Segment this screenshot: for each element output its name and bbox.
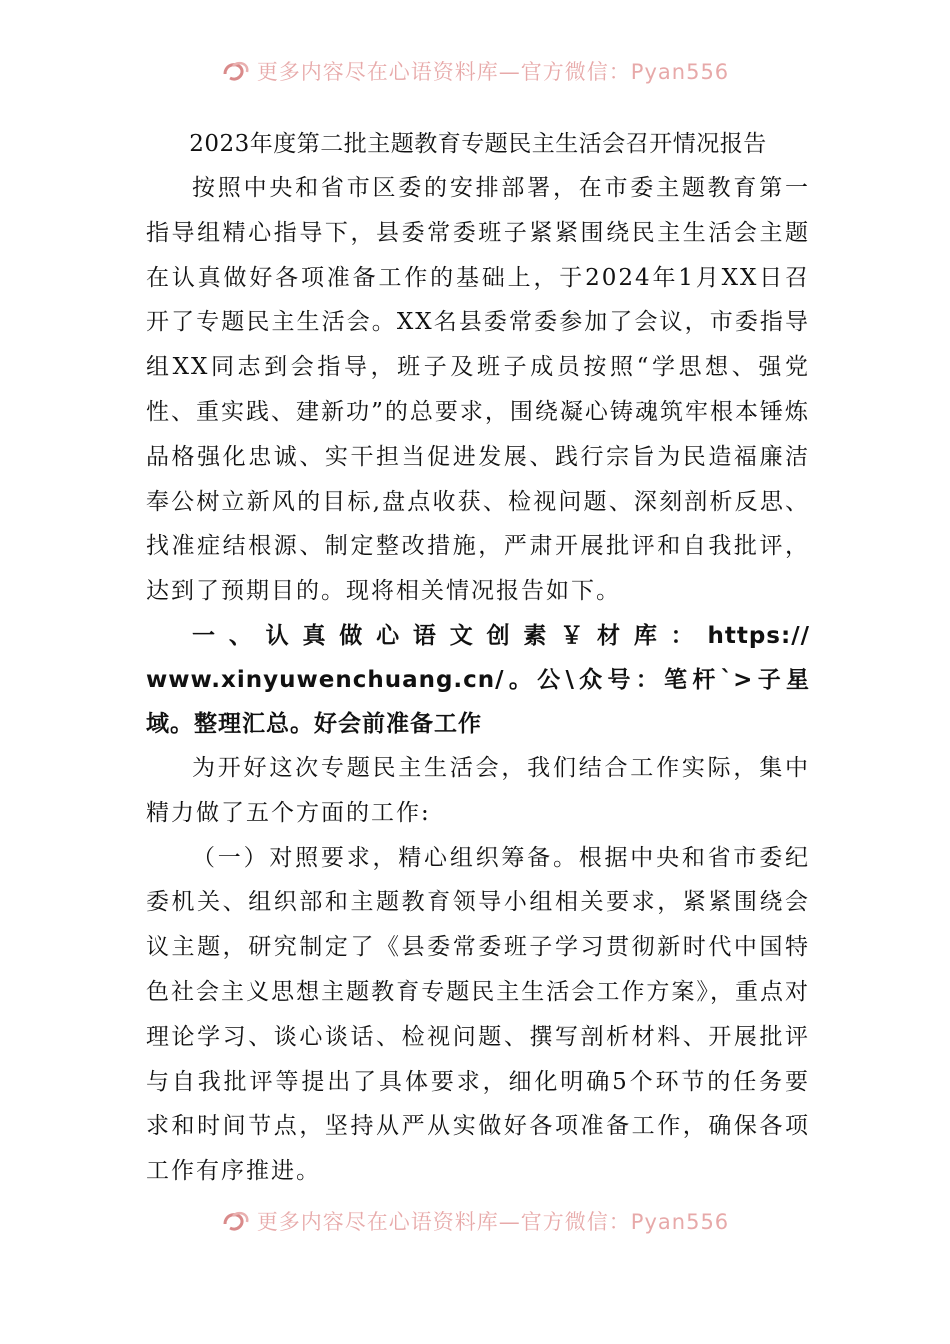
document-title: 2023年度第二批主题教育专题民主生活会召开情况报告: [189, 131, 767, 157]
section-intro-paragraph: 为开好这次专题民主生活会，我们结合工作实际，集中精力做了五个方面的工作:: [146, 754, 810, 826]
watermark-header: [0, 56, 950, 86]
watermark-footer: [0, 1206, 950, 1236]
section-heading-lead: 一、认真做心语文创素￥材库：: [192, 622, 708, 649]
section-heading: [146, 614, 810, 746]
logo-icon: [221, 58, 251, 84]
intro-paragraph: 按照中央和省市区委的安排部署，在市委主题教育第一指导组精心指导下，县委常委班子紧紧围绕民主生活会主题在认真做好各项准备工作的基础上，于2024年1月XX日召开了专题民主生活会。XX名县委常委参加了会议，市委指导组XX同志到会指导，班子及班子成员按照“学思想、强党性、重实践、建新功”的总要求，围绕凝心铸魂筑牢根本锤炼品格强化忠诚、实干担当促进发展、践行宗旨为民造福廉洁奉公树立新风的目标,盘点收获、检视问题、深刻剖析反思、找准症结根源、制定整改措施，严肃开展批评和自我批评，达到了预期目的。现将相关情况报告如下。: [146, 175, 810, 605]
section-item-paragraph: （一）对照要求，精心组织筹备。根据中央和省市委纪委机关、组织部和主题教育领导小组相关要求，紧紧围绕会议主题，研究制定了《县委常委班子学习贯彻新时代中国特色社会主义思想主题教育专题民主生活会工作方案》，重点对理论学习、谈心谈话、检视问题、撰写剖析材料、开展批评与自我批评等提出了具体要求，细化明确5个环节的任务要求和时间节点，坚持从严从实做好各项准备工作，确保各项工作有序推进。: [146, 844, 810, 1185]
watermark-text: 更多内容尽在心语资料库—官方微信：Pyan556: [256, 60, 730, 84]
document-body: [146, 122, 810, 1194]
section-heading-rest: https://www.xinyuwenchuang.cn/。公\众号：笔杆`>子星域。整理汇总。好会前准备工作: [146, 622, 810, 737]
logo-icon: [221, 1208, 251, 1234]
watermark-text: 更多内容尽在心语资料库—官方微信：Pyan556: [256, 1210, 730, 1234]
